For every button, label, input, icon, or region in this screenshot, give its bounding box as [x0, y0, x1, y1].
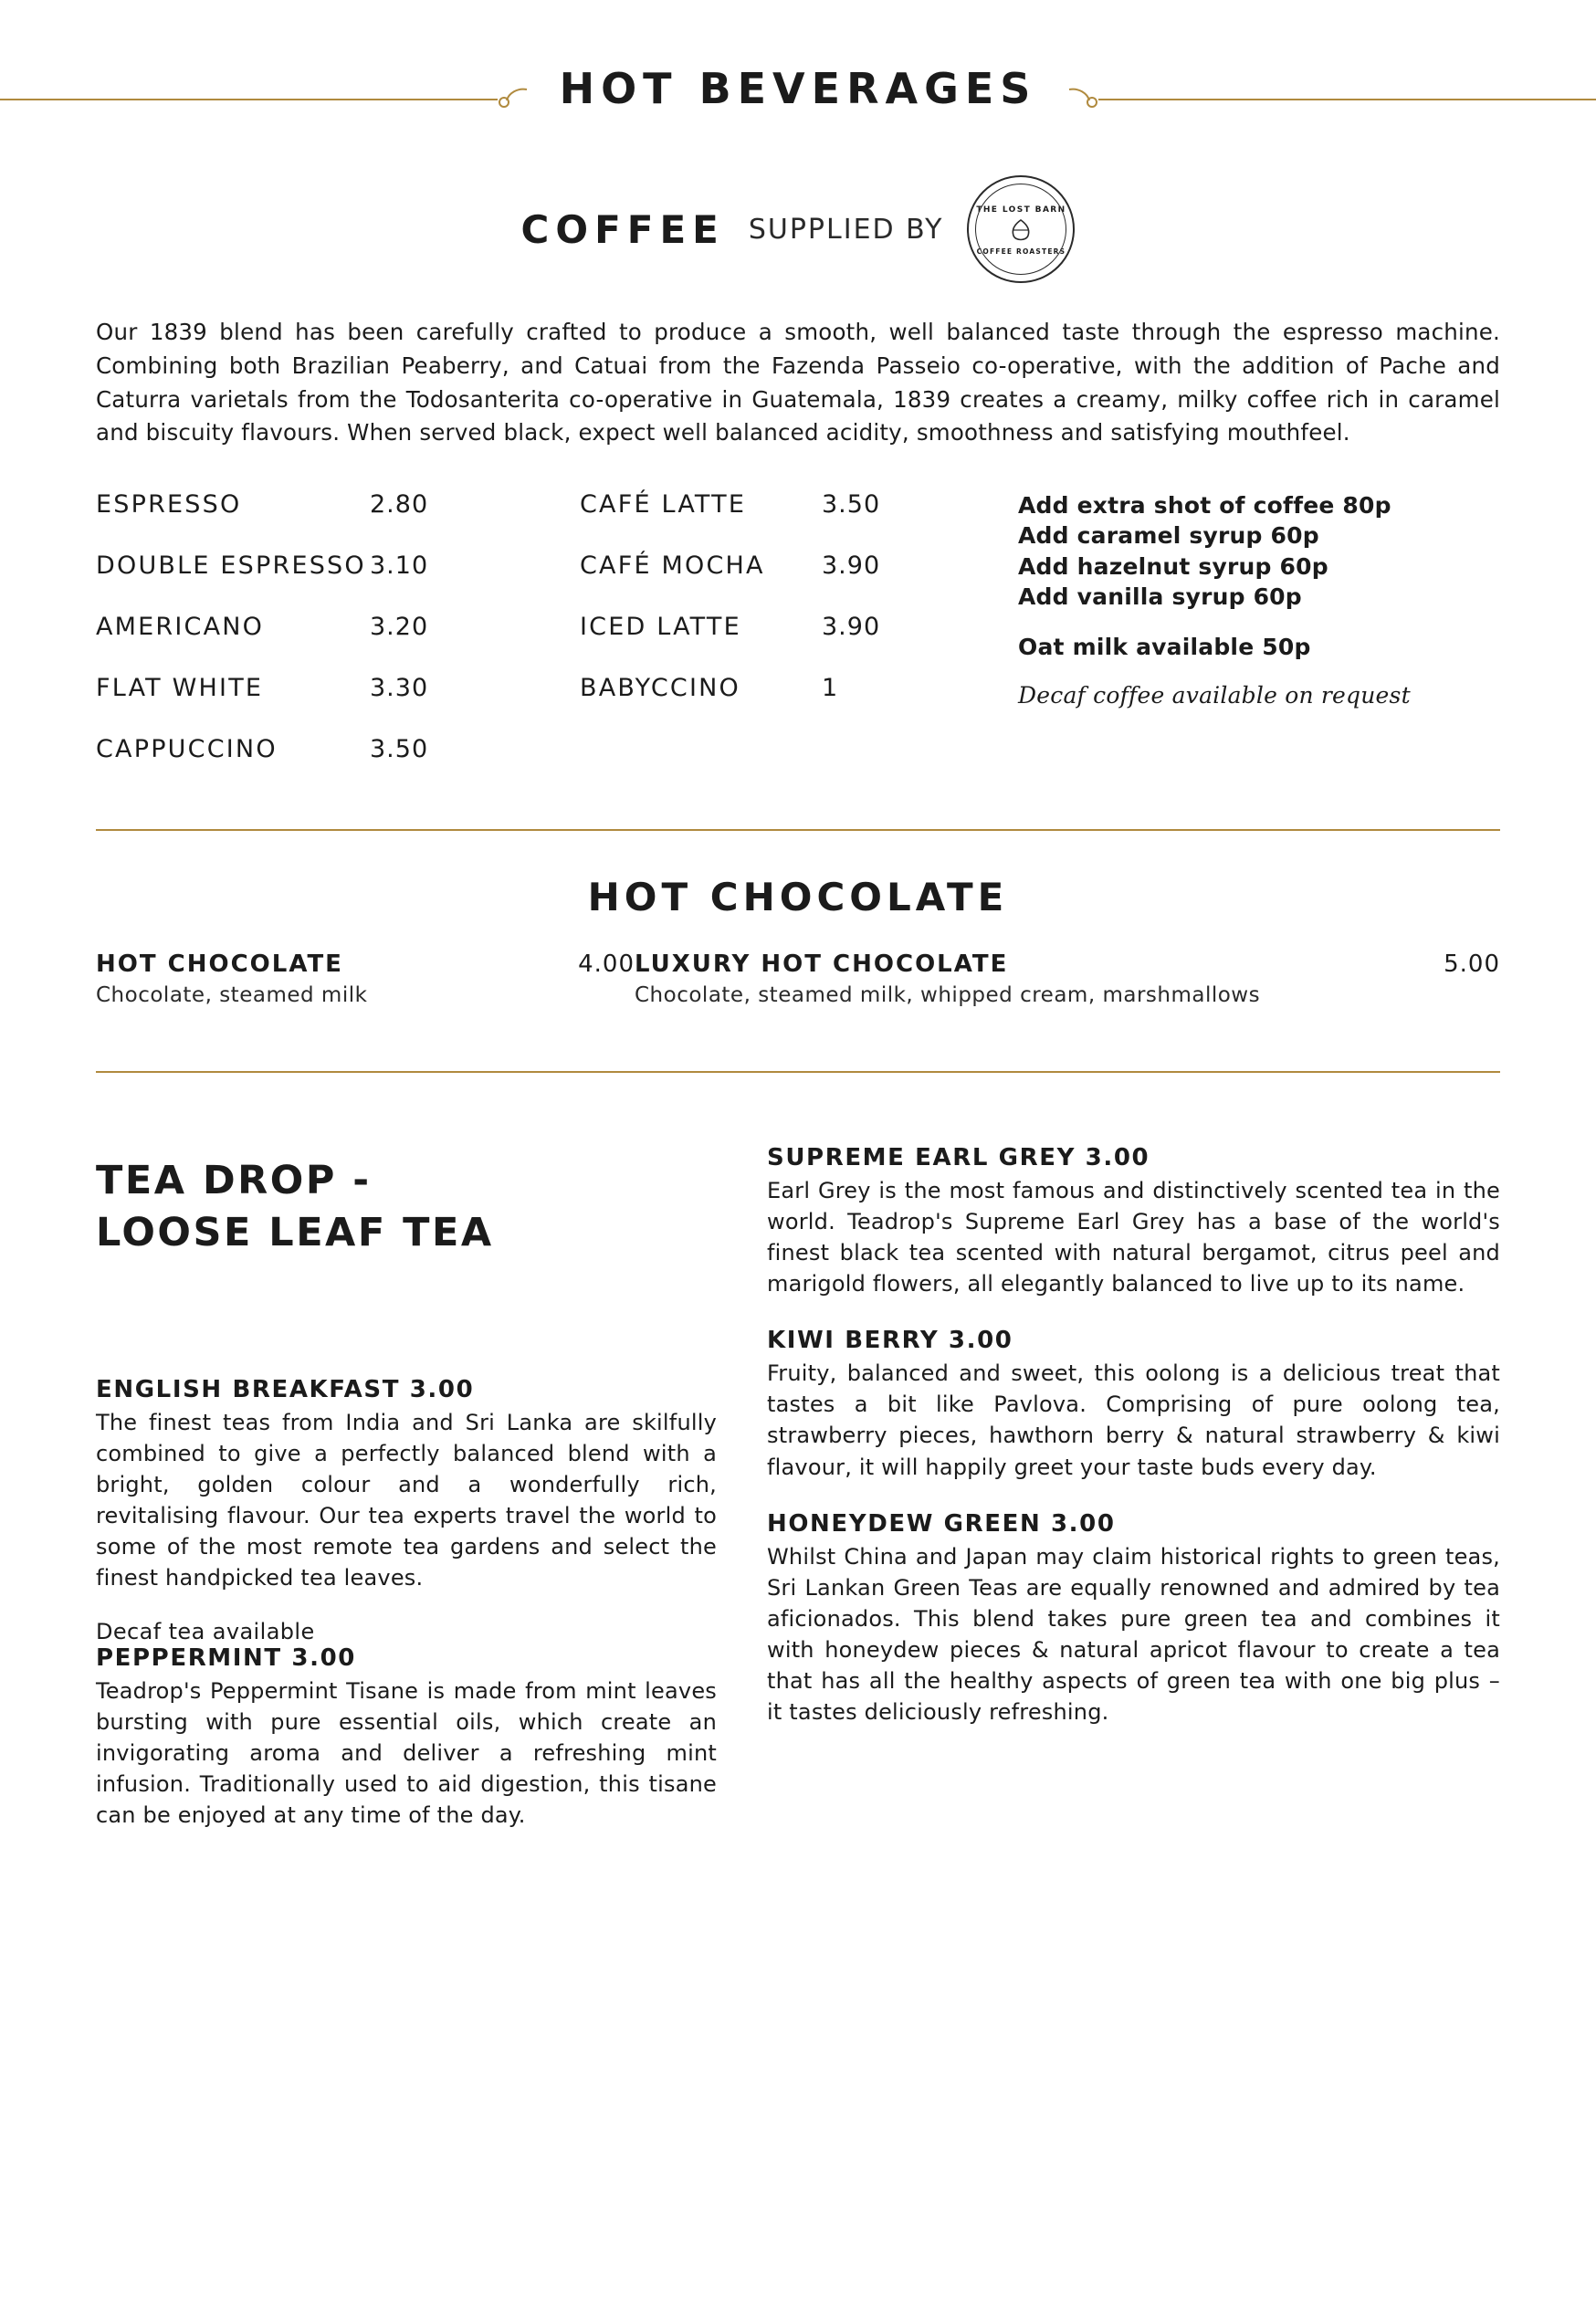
- hot-chocolate-item: [96, 950, 635, 1007]
- price-row: [96, 551, 580, 580]
- item-price: 2.80: [370, 490, 429, 519]
- extra-item: Add caramel syrup 60p: [1018, 522, 1319, 550]
- tea-item: [767, 1510, 1500, 1728]
- item-description: Fruity, balanced and sweet, this oolong is a delicious treat that tastes a bit like Pavlova. Comprising of pure oolong tea, strawberry pieces, hawthorn berry & natural strawberry & kiwi flavour, it will happily greet your taste buds every day.: [767, 1360, 1500, 1480]
- price-row: [580, 674, 1018, 702]
- logo-inner-ring: [975, 184, 1066, 275]
- tea-section-title: [96, 1155, 717, 1259]
- decaf-tea-note: Decaf tea available: [96, 1618, 315, 1644]
- item-price: 1: [822, 674, 839, 702]
- decaf-coffee-note: Decaf coffee available on request: [1018, 682, 1411, 709]
- coffee-price-grid: [96, 490, 1500, 796]
- tea-section: [96, 1144, 1500, 1831]
- item-name: CAPPUCCINO: [96, 735, 278, 763]
- item-description: Teadrop's Peppermint Tisane is made from mint leaves bursting with pure essential oils, which create an invigorating aroma and deliver a refreshing mint infusion. Traditionally used to aid digestion, this tisane can be enjoyed at any time of the day.: [96, 1677, 717, 1829]
- item-name: ESPRESSO: [96, 490, 242, 519]
- item-name: PEPPERMINT 3.00: [96, 1644, 356, 1672]
- item-price: 5.00: [1444, 950, 1500, 978]
- roaster-logo: [967, 175, 1075, 283]
- item-description: Earl Grey is the most famous and distinctively scented tea in the world. Teadrop's Supreme Earl Grey has a base of the world's finest black tea scented with natural bergamot, citrus peel and marigold flowers, all elegantly balanced to live up to its name.: [767, 1178, 1500, 1297]
- item-price: 3.90: [822, 613, 881, 641]
- item-name: CAFÉ LATTE: [580, 490, 747, 519]
- tea-title-line-1: TEA DROP -: [96, 1158, 372, 1203]
- tea-item: [96, 1644, 717, 1831]
- item-name: DOUBLE ESPRESSO: [96, 551, 366, 580]
- item-name: ENGLISH BREAKFAST 3.00: [96, 1375, 475, 1403]
- item-price: 3.30: [370, 674, 429, 702]
- item-description: Chocolate, steamed milk, whipped cream, marshmallows: [635, 983, 1261, 1007]
- price-row: [96, 735, 580, 763]
- item-price: 3.50: [822, 490, 881, 519]
- item-name: BABYCCINO: [580, 674, 740, 702]
- item-name: CAFÉ MOCHA: [580, 551, 765, 580]
- item-price: 3.50: [370, 735, 429, 763]
- coffee-blend-description: Our 1839 blend has been carefully crafted to produce a smooth, well balanced taste through the espresso machine. Combining both Brazilian Peaberry, and Catuai from the Fazenda Passeio co-operative, with the addition of Pache and Caturra varietals from the Todosanterita co-operative in Guatemala, 1839 creates a creamy, milky coffee rich in caramel and biscuity flavours. When served black, expect well balanced acidity, smoothness and satisfying mouthfeel.: [96, 319, 1500, 446]
- tea-item: [767, 1327, 1500, 1482]
- price-row: [96, 490, 580, 519]
- item-description: Chocolate, steamed milk: [96, 983, 368, 1007]
- logo-bottom-text: COFFEE ROASTERS: [976, 247, 1066, 256]
- item-price: 4.00: [578, 950, 635, 978]
- tea-item: [96, 1376, 717, 1593]
- item-name: KIWI BERRY 3.00: [767, 1327, 1013, 1355]
- spacer: [96, 1259, 717, 1376]
- page-header: [0, 57, 1596, 135]
- coffee-heading-row: [0, 175, 1596, 283]
- tea-left-column: [96, 1144, 767, 1831]
- swirl-ornament-icon-right: [1067, 86, 1098, 113]
- extra-item: Add extra shot of coffee 80p: [1018, 492, 1391, 519]
- item-name: ICED LATTE: [580, 613, 741, 641]
- price-row: [580, 490, 1018, 519]
- tea-right-column: [767, 1144, 1500, 1831]
- extra-item: Add vanilla syrup 60p: [1018, 583, 1302, 610]
- coffee-column-one: [96, 490, 580, 796]
- item-price: 3.10: [370, 551, 429, 580]
- hot-chocolate-item: [635, 950, 1500, 1007]
- item-name: LUXURY HOT CHOCOLATE: [635, 950, 1009, 978]
- divider-hot-chocolate-bottom: [96, 1071, 1500, 1073]
- item-price: 3.90: [822, 551, 881, 580]
- menu-page: [0, 57, 1596, 2321]
- oat-milk-note: Oat milk available 50p: [1018, 634, 1311, 660]
- extra-item: Add hazelnut syrup 60p: [1018, 552, 1328, 580]
- price-row: [580, 551, 1018, 580]
- coffee-section-title: COFFEE: [520, 206, 725, 252]
- page-title: HOT BEVERAGES: [559, 64, 1037, 113]
- logo-top-text: THE LOST BARN: [976, 205, 1066, 215]
- hot-chocolate-items: [96, 950, 1500, 1007]
- item-description: Whilst China and Japan may claim historical rights to green teas, Sri Lankan Green Teas are equally renowned and admired by tea aficionados. This blend takes pure green tea and combines it with honeydew pieces & natural apricot flavour to create a tea that has all the healthy aspects of green tea with one big plus – it tastes deliciously refreshing.: [767, 1543, 1500, 1726]
- tea-title-line-2: LOOSE LEAF TEA: [96, 1209, 494, 1255]
- price-row: [580, 613, 1018, 641]
- item-name: HONEYDEW GREEN 3.00: [767, 1509, 1116, 1538]
- tea-item: [767, 1144, 1500, 1299]
- divider-coffee-bottom: [96, 829, 1500, 831]
- item-name: FLAT WHITE: [96, 674, 264, 702]
- item-name: AMERICANO: [96, 613, 265, 641]
- item-name: SUPREME EARL GREY 3.00: [767, 1144, 1150, 1171]
- item-name: HOT CHOCOLATE: [96, 950, 343, 978]
- header-rule-right: [1098, 99, 1596, 100]
- coffee-column-two: [580, 490, 1018, 796]
- coffee-extras: [1018, 490, 1500, 796]
- price-row: [96, 674, 580, 702]
- supplied-by-label: SUPPLIED BY: [748, 213, 944, 246]
- item-price: 3.20: [370, 613, 429, 641]
- item-description: The finest teas from India and Sri Lanka are skilfully combined to give a perfectly balanced blend with a bright, golden colour and a wonderfully rich, revitalising flavour. Our tea experts travel the world to some of the most remote tea gardens and select the finest handpicked tea leaves.: [96, 1409, 717, 1591]
- price-row: [96, 613, 580, 641]
- hot-chocolate-title: HOT CHOCOLATE: [587, 875, 1009, 919]
